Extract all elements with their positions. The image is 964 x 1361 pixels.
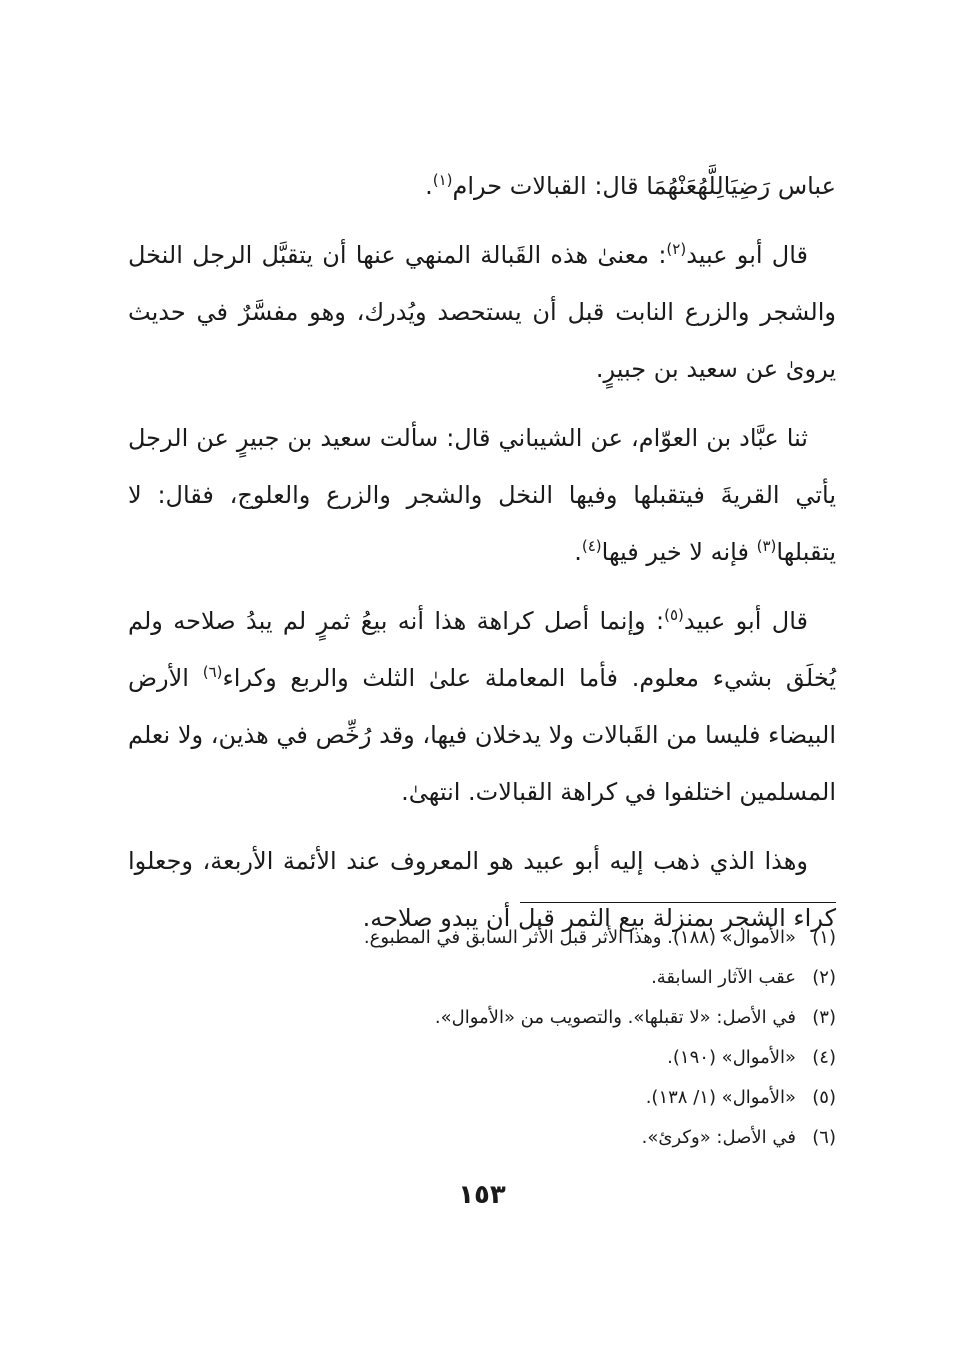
footnote-text: عقب الآثار السابقة.	[651, 967, 796, 988]
footnote-number: (٣)	[812, 1007, 836, 1028]
footnote-item	[128, 1038, 836, 1078]
footnote-number: (٢)	[812, 967, 836, 988]
footnote-item	[128, 918, 836, 958]
footnote-ref-3[interactable]: (٣)	[756, 537, 777, 555]
main-text	[128, 158, 836, 959]
footnotes-list	[128, 918, 836, 1158]
paragraph-1: عباس رَضِيَالِلَّهُعَنْهُمَا قال: القبالات حرام$^{(١)}$.	[425, 171, 836, 200]
footnote-ref-1[interactable]: (١)	[432, 171, 453, 189]
footnote-ref-5[interactable]: (٥)	[664, 606, 684, 624]
footnote-item	[128, 998, 836, 1038]
footnote-text: «الأموال» (١/ ١٣٨).	[645, 1087, 796, 1108]
footnote-text: «الأموال» (١٨٨). وهذا الأثر قبل الأثر السابق في المطبوع.	[363, 927, 796, 948]
footnote-item	[128, 1118, 836, 1158]
paragraph-4: قال أبو عبيد$^{(٥)}$: وإنما أصل كراهة هذا أنه بيعُ ثمرٍ لم يبدُ صلاحه ولم يُخلَق بشيء معلوم. فأما المعاملة علىٰ الثلث والربع وكراء$^{(٦)}$ الأرض البيضاء فليسا من القَبالات ولا يدخلان فيها، وقد رُخِّص في هذين، ولا نعلم المسلمين اختلفوا في كراهة القبالات. انتهىٰ.	[128, 606, 837, 806]
paragraph-2: قال أبو عبيد$^{(٢)}$: معنىٰ هذه القَبالة المنهي عنها أن يتقبَّل الرجل النخل والشجر والزرع النابت قبل أن يستحصد ويُدرك، وهو مفسَّرٌ في حديث يروىٰ عن سعيد بن جبيرٍ.	[128, 240, 836, 383]
footnote-item	[128, 1078, 836, 1118]
footnote-ref-6[interactable]: (٦)	[202, 663, 223, 681]
footnote-text: «الأموال» (١٩٠).	[667, 1047, 796, 1068]
footnote-item	[128, 958, 836, 998]
footnote-ref-4[interactable]: (٤)	[581, 537, 602, 555]
paragraph-3: ثنا عبَّاد بن العوّام، عن الشيباني قال: سألت سعيد بن جبيرٍ عن الرجل يأتي القريةَ فيتقبلها وفيها النخل والشجر والزرع والعلوج، فقال: لا يتقبلها$^{(٣)}$ فإنه لا خير فيها$^{(٤)}$.	[128, 424, 836, 566]
footnote-text: في الأصل: «لا تقبلها». والتصويب من «الأموال».	[434, 1007, 796, 1028]
footnote-number: (١)	[812, 927, 836, 948]
footnote-number: (٥)	[812, 1087, 836, 1108]
footnote-separator	[520, 902, 836, 903]
footnote-ref-2[interactable]: (٢)	[666, 240, 687, 258]
footnote-text: في الأصل: «وكرئ».	[641, 1127, 796, 1148]
footnote-number: (٤)	[812, 1047, 836, 1068]
footnote-number: (٦)	[812, 1127, 836, 1148]
page-number: ١٥٣	[458, 1180, 506, 1210]
paragraph-5: وهذا الذي ذهب إليه أبو عبيد هو المعروف عند الأئمة الأربعة، وجعلوا كراء الشجر بمنزلة بيع الثمر قبل أن يبدو صلاحه.	[128, 847, 836, 932]
